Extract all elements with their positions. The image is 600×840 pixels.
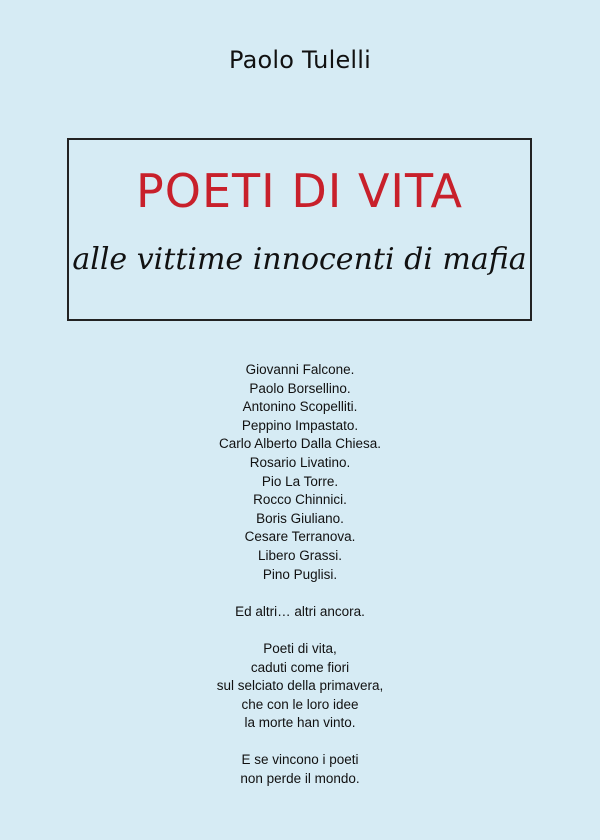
victim-name: Cesare Terranova. xyxy=(244,529,356,545)
closing-line: non perde il mondo. xyxy=(240,771,360,787)
verse-line: la morte han vinto. xyxy=(244,715,356,731)
book-title: POETI DI VITA xyxy=(136,164,463,218)
verse-line: Poeti di vita, xyxy=(263,640,337,656)
author-name: Paolo Tulelli xyxy=(228,46,372,74)
victim-name: Libero Grassi. xyxy=(257,547,343,563)
victim-name: Boris Giuliano. xyxy=(256,510,344,526)
verse-line: sul selciato della primavera, xyxy=(216,678,384,694)
victim-name: Pio La Torre. xyxy=(261,473,339,489)
victim-name: Peppino Impastato. xyxy=(241,417,359,433)
title-frame xyxy=(67,138,532,321)
closing-stanza xyxy=(0,751,600,788)
victim-name: Pino Puglisi. xyxy=(262,566,338,582)
names-stanza xyxy=(0,361,600,584)
others-stanza xyxy=(0,603,600,622)
verse-line: caduti come fiori xyxy=(250,659,350,675)
poem-text xyxy=(0,361,600,789)
victim-name: Rocco Chinnici. xyxy=(253,492,347,508)
victim-name: Antonino Scopelliti. xyxy=(242,399,358,415)
closing-line: E se vincono i poeti xyxy=(241,752,359,768)
victim-name: Giovanni Falcone. xyxy=(245,362,355,377)
others-line: Ed altri… altri ancora. xyxy=(235,603,365,619)
book-subtitle: alle vittime innocenti di mafia xyxy=(72,242,527,277)
verse-stanza xyxy=(0,640,600,733)
victim-name: Carlo Alberto Dalla Chiesa. xyxy=(218,436,382,452)
victim-name: Paolo Borsellino. xyxy=(249,380,351,396)
victim-name: Rosario Livatino. xyxy=(249,454,351,470)
verse-line: che con le loro idee xyxy=(241,696,359,712)
